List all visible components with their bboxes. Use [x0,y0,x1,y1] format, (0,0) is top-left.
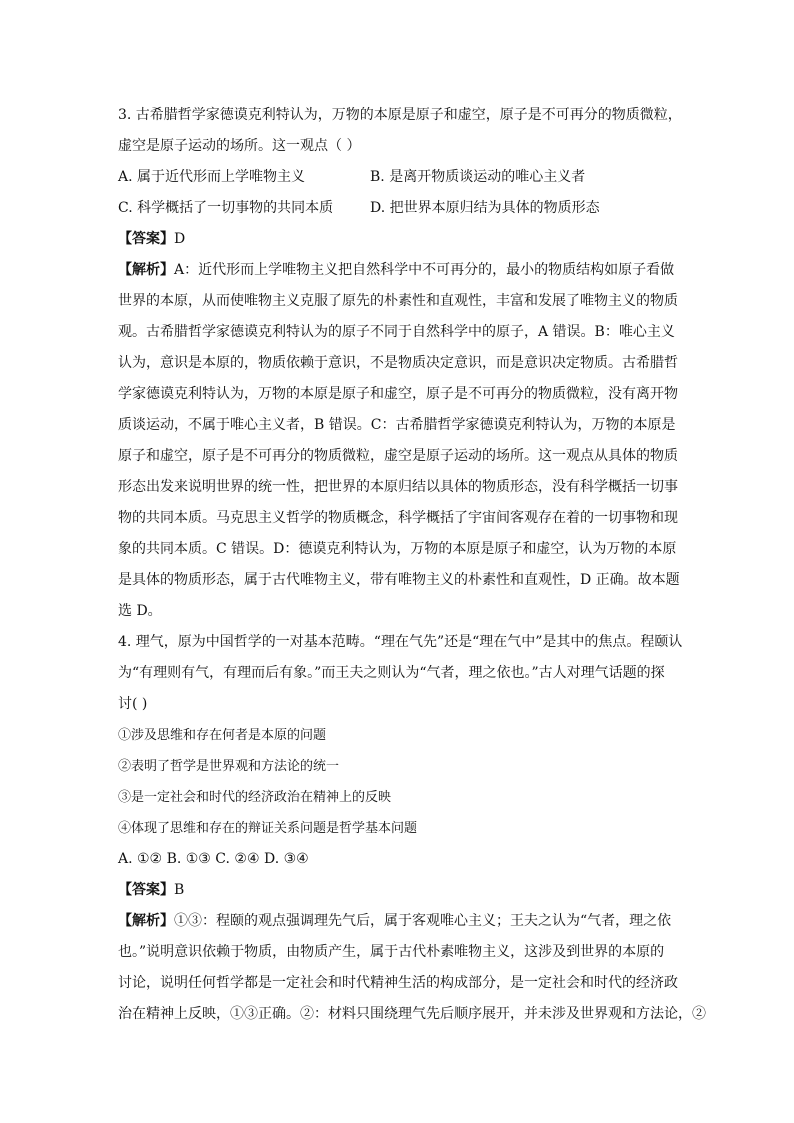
analysis-line: 质谈运动，不属于唯心主义者，B 错误。C：古希腊哲学家德谟克利特认为，万物的本原是 [118,417,676,433]
analysis-line: 治在精神上反映，①③正确。②：材料只围绕理气先后顺序展开，并未涉及世界观和方法论，② [118,1006,706,1022]
option-a: A. 属于近代形而上学唯物主义 [118,169,306,185]
question-3-options-row-1 [118,162,678,193]
option-c: C. 科学概括了一切事物的共同本质 [118,200,334,216]
question-3-analysis [118,255,678,627]
question-3-options-row-2 [118,193,678,224]
analysis-line: 认为，意识是本原的，物质依赖于意识，不是物质决定意识，而是意识决定物质。古希腊哲 [118,355,678,371]
question-3-stem-line-1: 3. 古希腊哲学家德谟克利特认为，万物的本原是原子和虚空，原子是不可再分的物质微粒， [118,107,682,123]
question-4-choices: A. ①② B. ①③ C. ②④ D. ③④ [118,851,309,867]
option-d: D. 把世界本原归结为具体的物质形态 [370,200,600,216]
question-4-stem-line-2: 为“有理则有气，有理而后有象。”而王夫之则认为“气者，理之依也。”古人对理气话题的探 [118,665,665,681]
answer-value: D [174,231,186,247]
analysis-line: 物的共同本质。马克思主义哲学的物质概念，科学概括了宇宙间客观存在着的一切事物和现 [118,510,678,526]
question-4-item-1: ①涉及思维和存在何者是本原的问题 [118,728,327,743]
analysis-label: 【解析】 [118,262,174,278]
analysis-line: 是具体的物质形态，属于古代唯物主义，带有唯物主义的朴素性和直观性，D 正确。故本题 [118,572,680,588]
question-4 [118,627,706,1030]
question-3 [118,100,682,627]
question-4-answer [118,875,678,906]
analysis-line: 世界的本原，从而使唯物主义克服了原先的朴素性和直观性，丰富和发展了唯物主义的物质 [118,293,678,309]
analysis-line: 象的共同本质。C 错误。D：德谟克利特认为，万物的本原是原子和虚空，认为万物的本原 [118,541,677,557]
question-4-item-4: ④体现了思维和存在的辩证关系问题是哲学基本问题 [118,821,418,836]
analysis-line: ①③：程颐的观点强调理先气后，属于客观唯心主义；王夫之认为“气者，理之依 [174,913,672,929]
analysis-line: 形态出发来说明世界的统一性，把世界的本原归结以具体的物质形态，没有科学概括一切事 [118,479,678,495]
analysis-line: 学家德谟克利特认为，万物的本原是原子和虚空，原子是不可再分的物质微粒，没有离开物 [118,386,678,402]
analysis-label: 【解析】 [118,913,174,929]
document-page [118,100,706,1030]
question-3-answer [118,224,678,255]
question-4-analysis [118,906,706,1030]
answer-label: 【答案】 [118,231,174,247]
question-4-stem-line-3: 讨( ) [118,696,148,712]
question-4-item-3: ③是一定社会和时代的经济政治在精神上的反映 [118,790,392,805]
analysis-line: 讨论，说明任何哲学都是一定社会和时代精神生活的构成部分，是一定社会和时代的经济政 [118,975,678,991]
question-4-item-2: ②表明了哲学是世界观和方法论的统一 [118,759,340,774]
question-3-stem-line-2: 虚空是原子运动的场所。这一观点（ ） [118,138,361,154]
analysis-line: 原子和虚空，原子是不可再分的物质微粒，虚空是原子运动的场所。这一观点从具体的物质 [118,448,678,464]
answer-label: 【答案】 [118,882,174,898]
analysis-line: 也。”说明意识依赖于物质，由物质产生，属于古代朴素唯物主义，这涉及到世界的本原的 [118,944,665,960]
option-b: B. 是离开物质谈运动的唯心主义者 [370,169,586,185]
analysis-line: 观。古希腊哲学家德谟克利特认为的原子不同于自然科学中的原子，A 错误。B：唯心主义 [118,324,675,340]
answer-value: B [174,882,185,898]
question-4-stem-line-1: 4. 理气，原为中国哲学的一对基本范畴。“理在气先”还是“理在气中”是其中的焦点。程颐认 [118,634,683,650]
analysis-line: 选 D。 [118,603,162,619]
analysis-line: A：近代形而上学唯物主义把自然科学中不可再分的，最小的物质结构如原子看做 [174,262,675,278]
